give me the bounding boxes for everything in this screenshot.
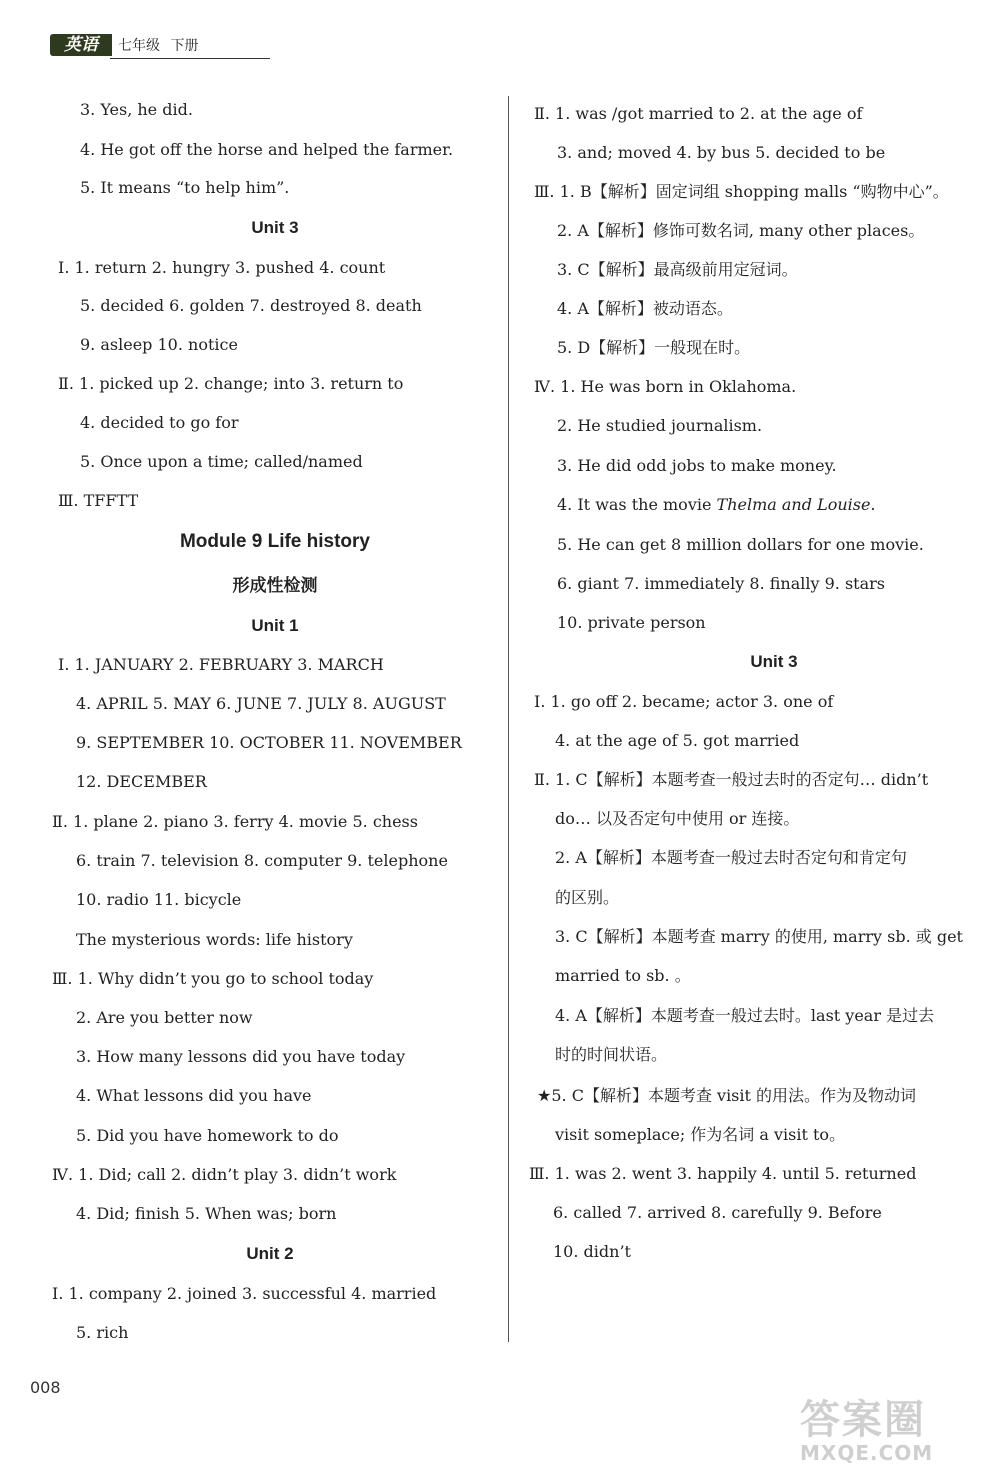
answer-line: 2. A【解析】本题考查一般过去时否定句和肯定句 bbox=[555, 848, 907, 867]
unit-heading: Unit 2 bbox=[246, 1244, 294, 1263]
unit-heading: Unit 3 bbox=[251, 218, 299, 237]
answer-line: 5. He can get 8 million dollars for one movie. bbox=[557, 535, 924, 554]
answer-line: Ⅲ. 1. Why didn’t you go to school today bbox=[52, 969, 374, 988]
answer-line: 3. C【解析】本题考查 marry 的使用, marry sb. 或 get bbox=[555, 927, 963, 946]
answer-line: married to sb. 。 bbox=[555, 966, 691, 985]
answer-line: 4. Did; finish 5. When was; born bbox=[76, 1204, 337, 1223]
answer-line: Ⅲ. 1. B【解析】固定词组 shopping malls “购物中心”。 bbox=[534, 182, 949, 201]
subject-tag: 英语 bbox=[50, 34, 112, 56]
answer-line: 5. decided 6. golden 7. destroyed 8. death bbox=[80, 296, 422, 315]
answer-line: Ⅳ. 1. He was born in Oklahoma. bbox=[534, 377, 797, 396]
answer-line: 3. C【解析】最高级前用定冠词。 bbox=[557, 260, 798, 279]
answer-line: 时的时间状语。 bbox=[555, 1045, 668, 1064]
watermark-text: 答案圈 bbox=[800, 1397, 926, 1443]
answer-line: 5. Did you have homework to do bbox=[76, 1126, 339, 1145]
answer-line: Ⅰ. 1. JANUARY 2. FEBRUARY 3. MARCH bbox=[58, 655, 384, 674]
answer-line: 5. D【解析】一般现在时。 bbox=[557, 338, 751, 357]
answer-line: 3. Yes, he did. bbox=[80, 100, 193, 119]
watermark-url: MXQE.COM bbox=[800, 1441, 934, 1465]
watermark-logo bbox=[800, 1398, 980, 1468]
answer-line: 的区别。 bbox=[555, 888, 620, 907]
answer-line: 4. APRIL 5. MAY 6. JUNE 7. JULY 8. AUGUST bbox=[76, 694, 446, 713]
answer-line: 3. How many lessons did you have today bbox=[76, 1047, 406, 1066]
movie-title: Thelma and Louise bbox=[716, 495, 871, 514]
answer-line: Ⅲ. TFFTT bbox=[58, 491, 139, 510]
answer-text: 4. It was the movie bbox=[557, 495, 717, 514]
answer-line: Ⅱ. 1. picked up 2. change; into 3. return to bbox=[58, 374, 404, 393]
answer-line: 9. asleep 10. notice bbox=[80, 335, 238, 354]
header-rule bbox=[110, 58, 270, 59]
answer-line: 5. It means “to help him”. bbox=[80, 178, 290, 197]
answer-line bbox=[557, 495, 876, 515]
answer-line: 4. decided to go for bbox=[80, 413, 239, 432]
answer-line: Ⅱ. 1. was /got married to 2. at the age of bbox=[534, 104, 863, 123]
answer-line: 3. and; moved 4. by bus 5. decided to be bbox=[557, 143, 886, 162]
page-header bbox=[50, 34, 230, 58]
module-heading: Module 9 Life history bbox=[179, 531, 371, 552]
answer-line: 4. What lessons did you have bbox=[76, 1086, 312, 1105]
answer-line: Ⅱ. 1. plane 2. piano 3. ferry 4. movie 5. chess bbox=[52, 812, 418, 831]
page-number: 008 bbox=[30, 1378, 61, 1397]
answer-line: The mysterious words: life history bbox=[76, 930, 353, 949]
answer-line: 2. He studied journalism. bbox=[557, 416, 763, 435]
answer-line: 4. at the age of 5. got married bbox=[555, 731, 800, 750]
answer-line: Ⅰ. 1. company 2. joined 3. successful 4. married bbox=[52, 1284, 437, 1303]
answer-line: 6. called 7. arrived 8. carefully 9. Before bbox=[553, 1203, 882, 1222]
answer-line: Ⅰ. 1. go off 2. became; actor 3. one of bbox=[534, 692, 834, 711]
answer-line: 4. A【解析】本题考查一般过去时。last year 是过去 bbox=[555, 1006, 935, 1025]
answer-line: 9. SEPTEMBER 10. OCTOBER 11. NOVEMBER bbox=[76, 733, 462, 752]
answer-line: 10. didn’t bbox=[553, 1242, 631, 1261]
answer-text: . bbox=[870, 495, 876, 514]
answer-line: Ⅲ. 1. was 2. went 3. happily 4. until 5. returned bbox=[529, 1164, 917, 1183]
answer-line: Ⅰ. 1. return 2. hungry 3. pushed 4. count bbox=[58, 258, 386, 277]
column-divider bbox=[508, 96, 509, 1342]
answer-line: 10. radio 11. bicycle bbox=[76, 890, 242, 909]
answer-line: 6. giant 7. immediately 8. finally 9. stars bbox=[557, 574, 886, 593]
unit-heading: Unit 1 bbox=[251, 616, 299, 635]
answer-line: 12. DECEMBER bbox=[76, 772, 207, 791]
answer-line: 6. train 7. television 8. computer 9. telephone bbox=[76, 851, 448, 870]
answer-line: 4. He got off the horse and helped the farmer. bbox=[80, 140, 454, 159]
answer-line: 5. Once upon a time; called/named bbox=[80, 452, 363, 471]
unit-heading: Unit 3 bbox=[750, 652, 798, 671]
answer-line: 4. A【解析】被动语态。 bbox=[557, 299, 733, 318]
answer-line: Ⅳ. 1. Did; call 2. didn’t play 3. didn’t work bbox=[52, 1165, 397, 1184]
answer-line: ★5. C【解析】本题考查 visit 的用法。作为及物动词 bbox=[537, 1086, 917, 1105]
answer-line: 3. He did odd jobs to make money. bbox=[557, 456, 837, 475]
answer-line: do… 以及否定句中使用 or 连接。 bbox=[555, 809, 800, 828]
answer-line: visit someplace; 作为名词 a visit to。 bbox=[555, 1125, 846, 1144]
grade-term: 七年级 下册 bbox=[118, 38, 199, 54]
section-heading: 形成性检测 bbox=[232, 576, 318, 595]
answer-line: 2. Are you better now bbox=[76, 1008, 253, 1027]
answer-line: 5. rich bbox=[76, 1323, 129, 1342]
answer-line: 10. private person bbox=[557, 613, 706, 632]
answer-line: Ⅱ. 1. C【解析】本题考查一般过去时的否定句… didn’t bbox=[534, 770, 929, 789]
answer-line: 2. A【解析】修饰可数名词, many other places。 bbox=[557, 221, 925, 240]
